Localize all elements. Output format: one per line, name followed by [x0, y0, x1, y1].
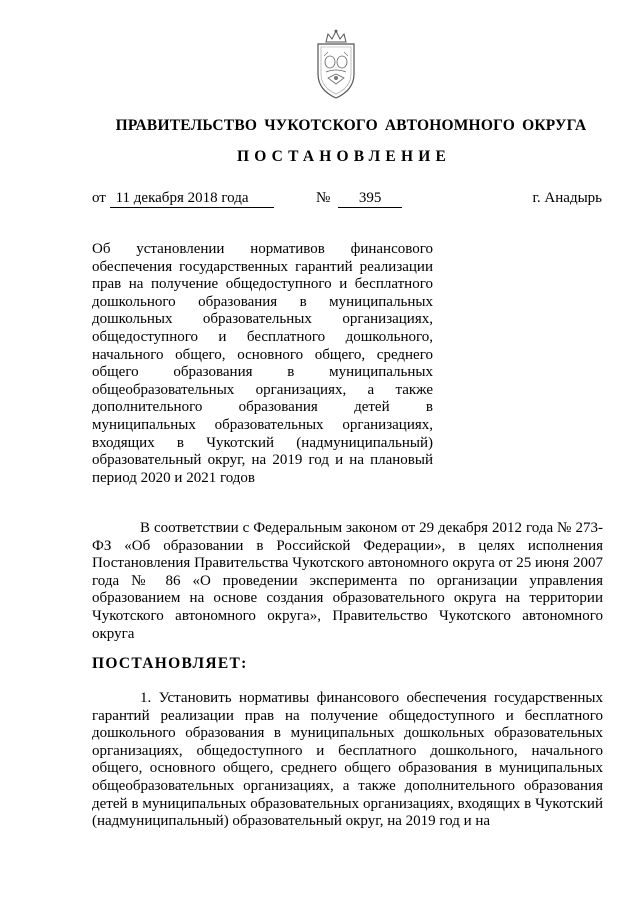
- decree-date-row: [92, 190, 274, 208]
- decree-preamble: В соответствии с Федеральным законом от 29 декабря 2012 года № 273-ФЗ «Об образовании в Российской Федерации», в целях исполнения Постановления Правительства Чукотского автономного округа от 25 июня 2007 года № 86 «О проведении эксперимента по организации управления образованием на основе создания образовательного округа на территории Чукотского автономного округа», Правительство Чукотского автономного округа: [92, 520, 603, 642]
- decree-subject: Об установлении нормативов финансового обеспечения государственных гарантий реализации прав на получение общедоступного и бесплатного дошкольного образования в муниципальных дошкольных образовательных организациях, общедоступного и бесплатного дошкольного, начального общего, основного общего, среднего общего образования в муниципальных общеобразовательных организациях, а также дополнительного образования детей в муниципальных образовательных организациях, входящих в Чукотский (надмуниципальный) образовательный округ, на 2019 год и на плановый период 2020 и 2021 годов: [92, 241, 433, 486]
- decree-city: г. Анадырь: [532, 190, 602, 206]
- decree-date: 11 декабря 2018 года: [110, 190, 274, 208]
- number-label: №: [316, 190, 331, 206]
- decree-number-row: [316, 190, 402, 208]
- decree-number: 395: [338, 190, 402, 208]
- government-title: ПРАВИТЕЛЬСТВО ЧУКОТСКОГО АВТОНОМНОГО ОКРУГА: [115, 117, 587, 134]
- date-label: от: [92, 190, 106, 206]
- decree-title: ПОСТАНОВЛЕНИЕ: [236, 148, 452, 165]
- decree-point-1: 1. Установить нормативы финансового обеспечения государственных гарантий реализации прав на получение общедоступного и бесплатного дошкольного образования в муниципальных дошкольных образовательных организациях, общедоступного и бесплатного дошкольного, начального общего, основного общего, среднего общего образования в муниципальных общеобразовательных организациях, а также дополнительного образования детей в муниципальных образовательных организациях, входящих в Чукотский (надмуниципальный) образовательный округ, на 2019 год и на: [92, 690, 603, 830]
- resolves-heading: ПОСТАНОВЛЯЕТ:: [92, 655, 248, 672]
- coat-of-arms-emblem-icon: [308, 28, 364, 104]
